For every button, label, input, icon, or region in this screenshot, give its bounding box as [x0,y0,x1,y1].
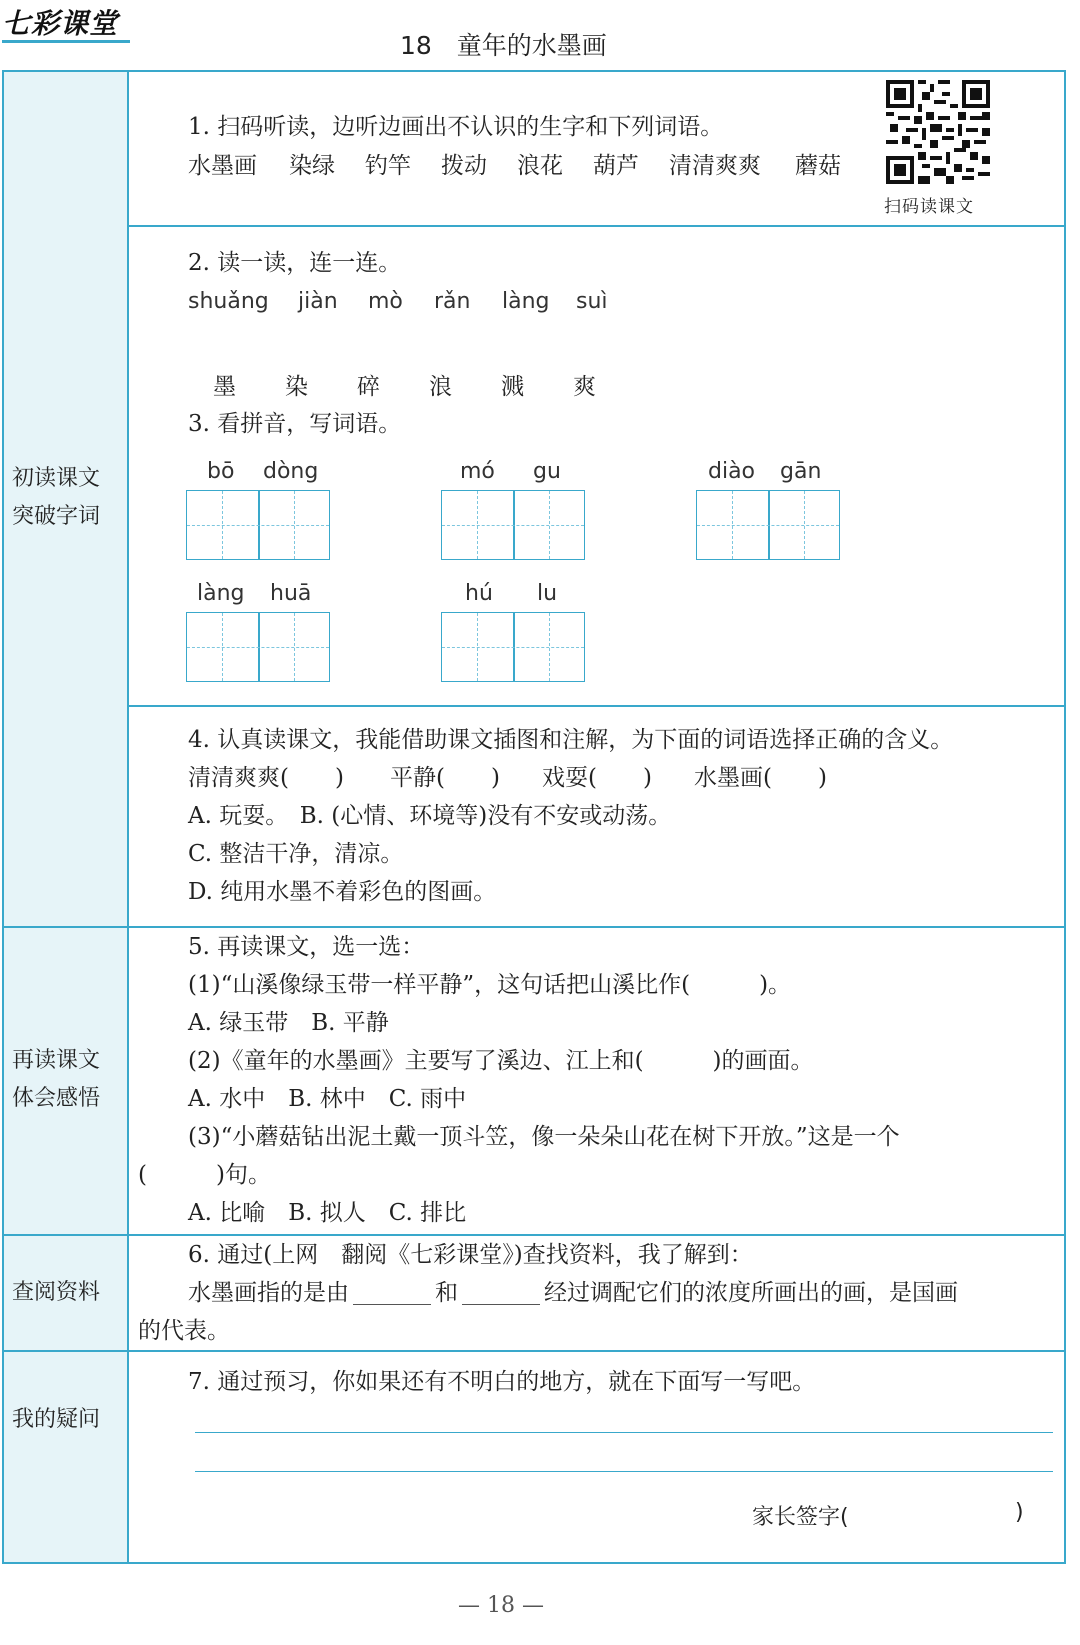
q6-blank-2[interactable] [462,1303,540,1305]
q1-word: 染绿 [289,153,335,179]
parent-signature-close: ) [1015,1500,1024,1525]
q4-term: 水墨画( ) [694,765,827,791]
separator-q1 [128,225,1066,227]
q2-char: 爽 [573,374,596,400]
q6-text: 和 [435,1280,458,1306]
q5-sub3-continued: ( )句。 [138,1162,271,1188]
q3-pinyin: lu [537,581,558,606]
q6-text: 经过调配它们的浓度所画出的画，是国画 [544,1280,958,1306]
q3-writing-grid[interactable] [186,490,330,560]
q5-sub3-options: A. 比喻 B. 拟人 C. 排比 [188,1200,467,1226]
section-label-line: 体会感悟 [12,1086,101,1111]
q2-pinyin: suì [576,289,608,314]
section-label-line: 突破字词 [12,504,101,529]
separator-section-3 [2,1350,1066,1352]
q2-pinyin: jiàn [298,289,338,314]
section-label-questions [12,1401,100,1439]
q2-char: 染 [285,374,308,400]
q6-text: 水墨画指的是由 [188,1280,349,1306]
q7-answer-line[interactable] [195,1432,1053,1433]
q1-word: 葫芦 [593,153,639,179]
q4-option: A. 玩耍。 B. (心情、环境等)没有不安或动荡。 [188,803,672,829]
q5-sub1: (1)“山溪像绿玉带一样平静”，这句话把山溪比作( )。 [188,972,792,998]
q3-writing-grid[interactable] [696,490,840,560]
q5-sub2-options: A. 水中 B. 林中 C. 雨中 [188,1086,467,1112]
section-label-line: 查阅资料 [12,1280,101,1305]
parent-signature-label: 家长签字( [752,1505,849,1530]
q6-fill-line [188,1282,958,1305]
q2-pinyin: làng [502,289,550,314]
q3-pinyin: huā [270,581,312,606]
q4-option: C. 整洁干净，清凉。 [188,841,404,867]
q3-pinyin: gān [780,459,822,484]
q3-writing-grid[interactable] [441,490,585,560]
q6-text-continued: 的代表。 [138,1318,230,1344]
section-label-research [12,1274,100,1312]
qr-code-icon [886,80,990,184]
q2-pinyin: shuǎng [188,289,269,314]
q3-pinyin: hú [465,581,493,606]
q3-writing-grid[interactable] [441,612,585,682]
q1-prompt: 1. 扫码听读，边听边画出不认识的生字和下列词语。 [188,114,724,140]
q5-sub3: (3)“小蘑菇钻出泥土戴一顶斗笠，像一朵朵山花在树下开放。”这是一个 [188,1124,900,1150]
separator-q3 [128,705,1066,707]
q4-prompt: 4. 认真读课文，我能借助课文插图和注解，为下面的词语选择正确的含义。 [188,727,954,753]
q1-word: 蘑菇 [795,153,841,179]
q3-pinyin: làng [197,581,245,606]
section-label-initial-reading [12,460,100,536]
q7-prompt: 7. 通过预习，你如果还有不明白的地方，就在下面写一写吧。 [188,1369,816,1395]
q3-pinyin: bō [207,459,235,484]
q4-term: 平静( ) [390,765,500,791]
q2-pinyin: rǎn [434,289,471,314]
q4-term: 清清爽爽( ) [188,765,344,791]
q3-pinyin: gu [533,459,561,484]
q2-pinyin: mò [368,289,403,314]
q1-word: 水墨画 [188,153,257,179]
q3-pinyin: diào [708,459,756,484]
qr-code[interactable] [886,80,990,184]
section-label-line: 初读课文 [12,466,101,491]
q5-prompt: 5. 再读课文，选一选： [188,934,425,960]
q3-pinyin: dòng [263,459,319,484]
brand-logo: 七彩课堂 [2,7,119,40]
section-label-line: 再读课文 [12,1048,101,1073]
section-label-rereading [12,1042,100,1118]
q3-writing-grid[interactable] [186,612,330,682]
q2-char: 墨 [213,374,236,400]
brand-underline [2,40,130,43]
q1-word: 拨动 [441,153,487,179]
q3-pinyin: mó [460,459,495,484]
q2-char: 浪 [429,374,452,400]
q6-prompt: 6. 通过(上网 翻阅《七彩课堂》)查找资料，我了解到： [188,1242,753,1268]
separator-section-1 [2,926,1066,928]
parent-signature[interactable] [752,1500,849,1531]
q2-char: 溅 [501,374,524,400]
q1-word: 钓竿 [365,153,411,179]
q2-prompt: 2. 读一读，连一连。 [188,250,402,276]
q2-char: 碎 [357,374,380,400]
qr-caption: 扫码读课文 [884,197,974,217]
page-number: — 18 — [458,1593,544,1618]
q7-answer-line[interactable] [195,1471,1053,1472]
q1-word: 浪花 [517,153,563,179]
q4-option: D. 纯用水墨不着彩色的图画。 [188,879,497,905]
q5-sub1-options: A. 绿玉带 B. 平静 [188,1010,389,1036]
lesson-title: 18 童年的水墨画 [400,31,607,60]
separator-section-2 [2,1234,1066,1236]
q3-prompt: 3. 看拼音，写词语。 [188,411,402,437]
column-divider [127,70,129,1564]
q5-sub2: (2)《童年的水墨画》主要写了溪边、江上和( )的画面。 [188,1048,814,1074]
q1-word: 清清爽爽 [669,153,761,179]
q4-term: 戏耍( ) [542,765,652,791]
q6-blank-1[interactable] [353,1303,431,1305]
section-label-line: 我的疑问 [12,1407,101,1432]
